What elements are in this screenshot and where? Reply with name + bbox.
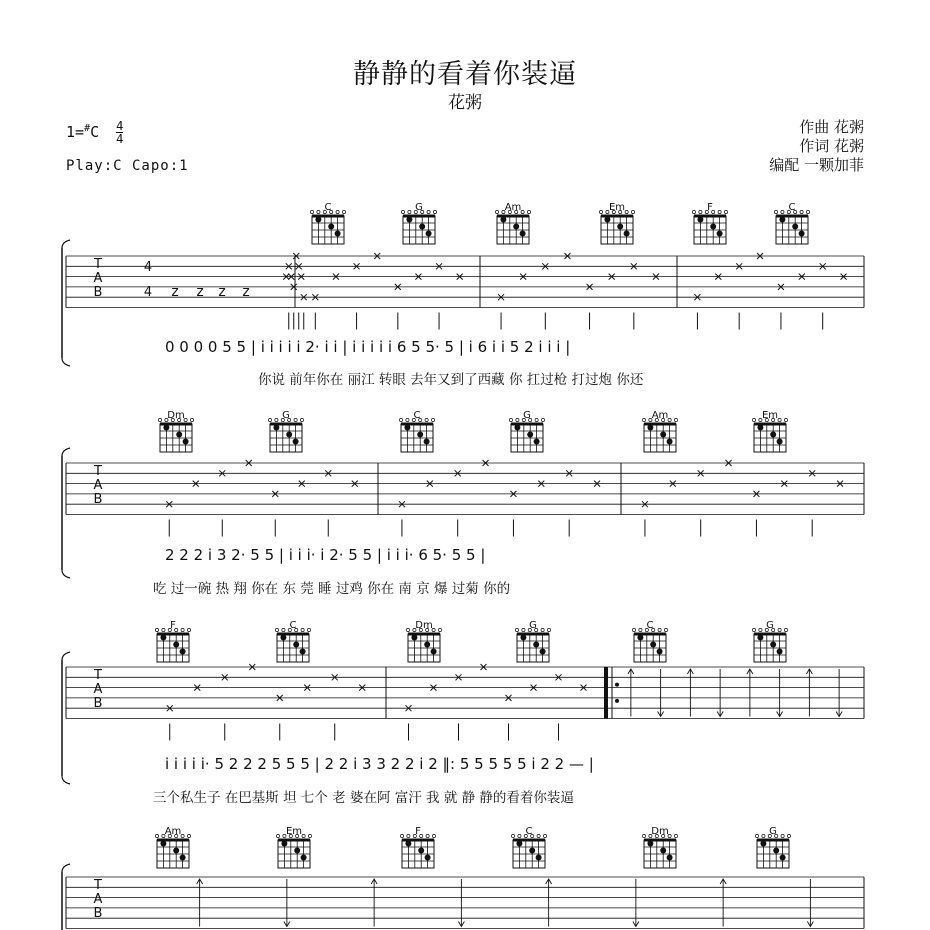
finger-dot <box>617 224 623 230</box>
open-string-mark <box>515 628 518 631</box>
open-string-mark <box>527 210 530 213</box>
finger-dot <box>160 841 166 847</box>
song-title: 静静的看着你装逼 <box>353 59 577 90</box>
finger-dot <box>173 848 179 854</box>
tab-system <box>62 240 864 388</box>
finger-dot <box>777 649 783 655</box>
open-string-mark <box>752 418 755 421</box>
finger-dot <box>411 635 417 641</box>
finger-dot <box>294 848 300 854</box>
finger-dot <box>667 439 673 445</box>
open-string-mark <box>541 628 544 631</box>
chord-name: G <box>523 410 531 421</box>
open-string-mark <box>155 628 158 631</box>
chord-name: C <box>324 202 332 213</box>
open-string-mark <box>431 418 434 421</box>
rest-symbol: z <box>218 284 226 300</box>
chord-diagram <box>509 410 544 452</box>
chord-name: G <box>282 410 290 421</box>
finger-dot <box>183 439 189 445</box>
finger-dot <box>520 231 526 237</box>
finger-dot <box>163 425 169 431</box>
open-string-mark <box>399 418 402 421</box>
tab-clef-letter: T <box>94 464 102 479</box>
open-string-mark <box>699 210 702 213</box>
open-string-mark <box>406 418 409 421</box>
open-string-mark <box>310 210 313 213</box>
time-denominator: 4 <box>116 132 124 146</box>
finger-dot <box>657 649 663 655</box>
open-string-mark <box>407 834 410 837</box>
open-string-mark <box>509 418 512 421</box>
finger-dot <box>760 841 766 847</box>
key-note: C <box>90 123 100 141</box>
finger-dot <box>286 432 292 438</box>
open-string-mark <box>535 418 538 421</box>
chord-diagram <box>642 410 677 452</box>
open-string-mark <box>187 834 190 837</box>
open-string-mark <box>778 418 781 421</box>
rest-symbol: z <box>242 284 250 300</box>
open-string-mark <box>307 628 310 631</box>
finger-dot <box>419 224 425 230</box>
finger-dot <box>637 635 643 641</box>
chord-name: C <box>289 620 297 631</box>
arranger: 编配 一颗加菲 <box>769 156 864 174</box>
chord-name: Am <box>164 826 182 837</box>
chord-name: Am <box>651 410 669 421</box>
finger-dot <box>300 649 306 655</box>
tab-clef-letter: B <box>93 285 103 300</box>
chord-name: F <box>415 826 421 837</box>
finger-dot <box>777 439 783 445</box>
open-string-mark <box>752 628 755 631</box>
repeat-dot <box>615 699 619 703</box>
chord-name: Dm <box>651 826 669 837</box>
finger-dot <box>667 855 673 861</box>
finger-dot <box>405 841 411 847</box>
rest-symbol: z <box>196 284 204 300</box>
open-string-mark <box>511 834 514 837</box>
finger-dot <box>424 642 430 648</box>
open-string-mark <box>724 210 727 213</box>
tab-clef-letter: T <box>94 878 102 893</box>
finger-dot <box>604 217 610 223</box>
chord-diagram <box>275 620 310 662</box>
chord-diagram <box>642 826 677 868</box>
chord-diagram <box>158 410 193 452</box>
open-string-mark <box>268 418 271 421</box>
open-string-mark <box>668 418 671 421</box>
open-string-mark <box>784 628 787 631</box>
repeat-dot <box>615 683 619 687</box>
open-string-mark <box>408 210 411 213</box>
tab-system <box>62 864 864 930</box>
open-string-mark <box>599 210 602 213</box>
tab-clef-letter: A <box>93 271 103 286</box>
open-string-mark <box>294 418 297 421</box>
open-string-mark <box>759 628 762 631</box>
open-string-mark <box>800 210 803 213</box>
chord-diagram <box>268 410 303 452</box>
tab-clef-letter: T <box>94 668 102 683</box>
open-string-mark <box>642 834 645 837</box>
finger-dot <box>513 224 519 230</box>
open-string-mark <box>282 628 285 631</box>
chord-diagram <box>692 202 727 244</box>
tab-clef-letter: T <box>94 257 102 272</box>
chord-diagram <box>752 620 787 662</box>
open-string-mark <box>308 834 311 837</box>
open-string-mark <box>187 628 190 631</box>
finger-dot <box>426 231 432 237</box>
open-string-mark <box>495 210 498 213</box>
open-string-mark <box>518 834 521 837</box>
chord-diagram <box>400 826 435 868</box>
chord-diagram <box>632 620 667 662</box>
chord-diagram <box>276 826 311 868</box>
finger-dot <box>406 217 412 223</box>
chord-diagram <box>515 620 550 662</box>
finger-dot <box>697 217 703 223</box>
open-string-mark <box>806 210 809 213</box>
open-string-mark <box>425 418 428 421</box>
open-string-mark <box>543 834 546 837</box>
finger-dot <box>779 217 785 223</box>
finger-dot <box>660 848 666 854</box>
chord-diagram <box>310 202 345 244</box>
finger-dot <box>417 432 423 438</box>
chord-diagram <box>406 620 441 662</box>
open-string-mark <box>774 210 777 213</box>
open-string-mark <box>301 628 304 631</box>
open-string-mark <box>631 210 634 213</box>
tab-time-bottom: 4 <box>143 285 153 300</box>
open-string-mark <box>342 210 345 213</box>
open-string-mark <box>427 210 430 213</box>
tab-clef-letter: B <box>93 696 103 711</box>
open-string-mark <box>781 210 784 213</box>
open-string-mark <box>400 834 403 837</box>
finger-dot <box>160 635 166 641</box>
chord-diagram <box>401 202 436 244</box>
chord-name: F <box>170 620 176 631</box>
artist-name: 花粥 <box>448 93 482 113</box>
finger-dot <box>780 855 786 861</box>
chord-diagram <box>495 202 530 244</box>
chord-name: Dm <box>167 410 185 421</box>
open-string-mark <box>162 628 165 631</box>
finger-dot <box>516 841 522 847</box>
finger-dot <box>500 217 506 223</box>
open-string-mark <box>275 418 278 421</box>
finger-dot <box>281 841 287 847</box>
finger-dot <box>280 635 286 641</box>
open-string-mark <box>336 210 339 213</box>
open-string-mark <box>639 628 642 631</box>
finger-dot <box>520 635 526 641</box>
chord-name: Em <box>285 826 303 837</box>
finger-dot <box>710 224 716 230</box>
open-string-mark <box>755 834 758 837</box>
jianpu-notation: 0 0 0 0 5 5 | i i i i i 2· i i | i i i i i 6 5 5· 5 | i 6 i i 5 2 i i i | <box>165 338 571 356</box>
tab-clef-letter: A <box>93 478 103 493</box>
tab-time-top: 4 <box>143 260 153 275</box>
key-prefix: 1= <box>66 123 85 141</box>
open-string-mark <box>521 210 524 213</box>
open-string-mark <box>674 834 677 837</box>
chord-name: G <box>769 826 777 837</box>
finger-dot <box>647 841 653 847</box>
chord-diagram <box>155 826 190 868</box>
open-string-mark <box>632 628 635 631</box>
composer: 作曲 花粥 <box>799 118 864 136</box>
chord-diagram <box>755 826 790 868</box>
open-string-mark <box>658 628 661 631</box>
lyrics-line: 三个私生子 在巴基斯 坦 七个 老 婆在阿 富汗 我 就 静 静的看着你装逼 <box>153 790 574 806</box>
finger-dot <box>792 224 798 230</box>
finger-dot <box>650 642 656 648</box>
open-string-mark <box>406 628 409 631</box>
tab-system <box>62 652 864 806</box>
chord-name: Am <box>504 202 522 213</box>
open-string-mark <box>784 418 787 421</box>
open-string-mark <box>438 628 441 631</box>
open-string-mark <box>692 210 695 213</box>
lyricist: 作词 花粥 <box>799 137 864 155</box>
finger-dot <box>647 425 653 431</box>
chord-name: C <box>525 826 533 837</box>
chord-diagram <box>599 202 634 244</box>
finger-dot <box>514 425 520 431</box>
chord-name: G <box>529 620 537 631</box>
jianpu-notation: 2 2 2 i 3 2· 5 5 | i i i· i 2· 5 5 | i i i· 6 5· 5 5 | <box>165 546 486 564</box>
finger-dot <box>315 217 321 223</box>
chord-diagram <box>511 826 546 868</box>
play-capo: Play:C Capo:1 <box>66 158 189 174</box>
lyrics-line: 你说 前年你在 丽江 转眼 去年又到了西藏 你 扛过枪 打过炮 你还 <box>258 372 644 388</box>
finger-dot <box>660 432 666 438</box>
finger-dot <box>273 425 279 431</box>
chord-name: C <box>788 202 796 213</box>
finger-dot <box>173 642 179 648</box>
chord-name: C <box>646 620 654 631</box>
finger-dot <box>425 855 431 861</box>
finger-dot <box>301 855 307 861</box>
open-string-mark <box>155 834 158 837</box>
finger-dot <box>757 425 763 431</box>
finger-dot <box>431 649 437 655</box>
tab-clef-letter: A <box>93 892 103 907</box>
chord-diagram <box>752 410 787 452</box>
tab-clef-letter: B <box>93 906 103 921</box>
tab-system <box>62 448 864 597</box>
chord-name: G <box>415 202 423 213</box>
finger-dot <box>404 425 410 431</box>
finger-dot <box>536 855 542 861</box>
finger-dot <box>770 432 776 438</box>
open-string-mark <box>275 628 278 631</box>
open-string-mark <box>516 418 519 421</box>
finger-dot <box>328 224 334 230</box>
time-numerator: 4 <box>116 119 124 133</box>
open-string-mark <box>401 210 404 213</box>
tab-clef-letter: B <box>93 492 103 507</box>
open-string-mark <box>541 418 544 421</box>
finger-dot <box>180 649 186 655</box>
finger-dot <box>335 231 341 237</box>
finger-dot <box>624 231 630 237</box>
finger-dot <box>293 642 299 648</box>
chord-name: F <box>707 202 713 213</box>
open-string-mark <box>762 834 765 837</box>
open-string-mark <box>426 834 429 837</box>
open-string-mark <box>781 834 784 837</box>
chord-name: Em <box>761 410 779 421</box>
open-string-mark <box>787 834 790 837</box>
open-string-mark <box>302 834 305 837</box>
chord-name: G <box>766 620 774 631</box>
lyrics-line: 吃 过一碗 热 翔 你在 东 莞 睡 过鸡 你在 南 京 爆 过菊 你的 <box>153 581 511 597</box>
open-string-mark <box>432 834 435 837</box>
chord-name: Em <box>608 202 626 213</box>
chord-diagram <box>155 620 190 662</box>
finger-dot <box>176 432 182 438</box>
open-string-mark <box>158 418 161 421</box>
chord-name: Dm <box>415 620 433 631</box>
open-string-mark <box>674 418 677 421</box>
open-string-mark <box>276 834 279 837</box>
finger-dot <box>529 848 535 854</box>
finger-dot <box>799 231 805 237</box>
finger-dot <box>293 439 299 445</box>
finger-dot <box>757 635 763 641</box>
finger-dot <box>773 848 779 854</box>
open-string-mark <box>537 834 540 837</box>
open-string-mark <box>547 628 550 631</box>
chord-diagram <box>399 410 434 452</box>
open-string-mark <box>625 210 628 213</box>
finger-dot <box>180 855 186 861</box>
open-string-mark <box>190 418 193 421</box>
open-string-mark <box>664 628 667 631</box>
open-string-mark <box>642 418 645 421</box>
chord-diagram <box>774 202 809 244</box>
finger-dot <box>534 439 540 445</box>
rest-symbol: z <box>171 284 179 300</box>
finger-dot <box>770 642 776 648</box>
open-string-mark <box>181 628 184 631</box>
jianpu-notation: i i i i i· 5 2 2 2 5 5 5 | 2 2 i 3 3 2 2 i 2 ‖: 5 5 5 5 5 i 2 2 — | <box>165 755 594 773</box>
open-string-mark <box>522 628 525 631</box>
open-string-mark <box>718 210 721 213</box>
open-string-mark <box>317 210 320 213</box>
sharp-sign: # <box>84 123 91 134</box>
chord-name: C <box>413 410 421 421</box>
finger-dot <box>527 432 533 438</box>
finger-dot <box>533 642 539 648</box>
open-string-mark <box>778 628 781 631</box>
open-string-mark <box>300 418 303 421</box>
finger-dot <box>418 848 424 854</box>
open-string-mark <box>433 210 436 213</box>
tab-clef-letter: A <box>93 682 103 697</box>
finger-dot <box>540 649 546 655</box>
finger-dot <box>717 231 723 237</box>
open-string-mark <box>181 834 184 837</box>
finger-dot <box>424 439 430 445</box>
